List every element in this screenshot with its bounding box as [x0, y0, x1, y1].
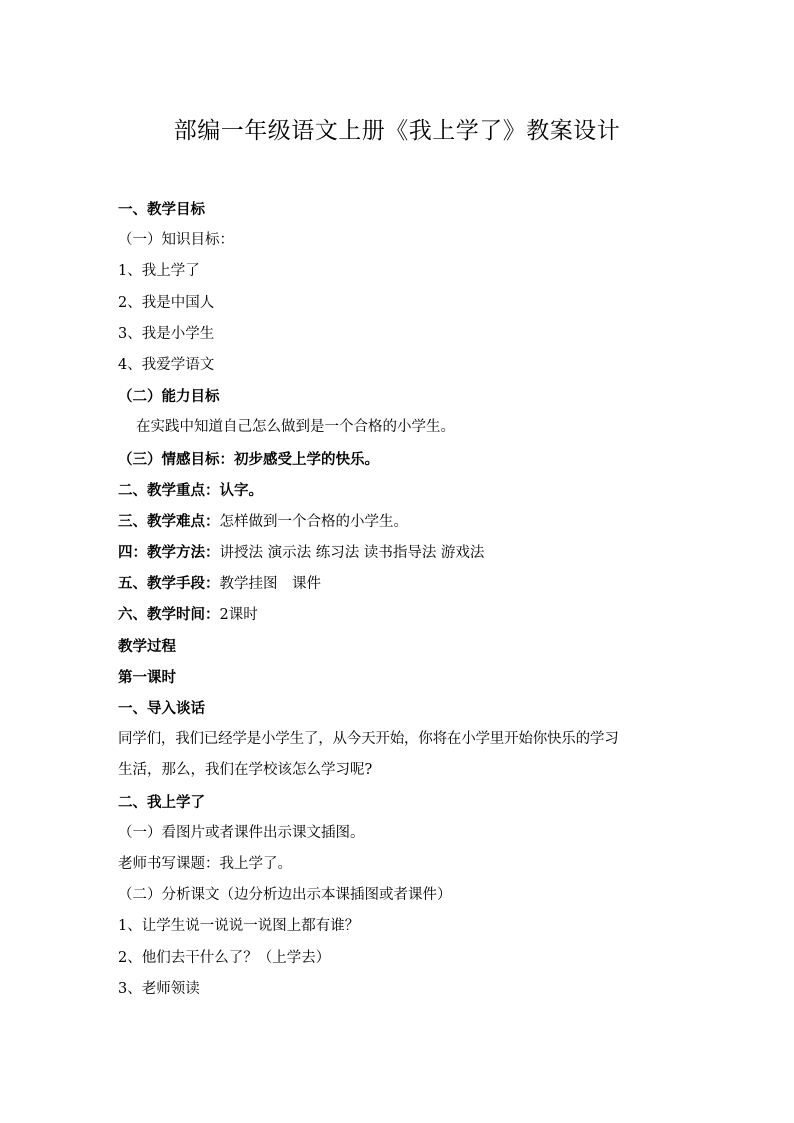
line-value: 怎样做到一个合格的小学生。	[219, 513, 408, 530]
list-item: 2、我是中国人	[118, 294, 215, 311]
paragraph: （二）分析课文（边分析边出示本课插图或者课件）	[118, 887, 452, 904]
line-label: 二、教学重点：	[118, 481, 220, 499]
section-heading: 一、教学目标	[118, 201, 205, 218]
section-heading: 教学过程	[118, 637, 176, 655]
list-item: 3、老师领读	[118, 980, 200, 997]
list-item: 4、我爱学语文	[118, 356, 215, 373]
paragraph: 同学们，我们已经学是小学生了，从今天开始，你将在小学里开始你快乐的学习	[118, 731, 619, 748]
paragraph: （一）看图片或者课件出示课文插图。	[118, 824, 365, 841]
list-item: 3、我是小学生	[118, 325, 215, 342]
line-label: 六、教学时间：	[118, 606, 220, 624]
subsection-heading: （一）知识目标：	[118, 232, 234, 249]
time-line	[118, 599, 678, 630]
line-value: 认字。	[219, 481, 263, 499]
document-body	[118, 194, 678, 1005]
list-item: 1、让学生说一说说一说图上都有谁？	[118, 918, 360, 935]
list-item: 1、我上学了	[118, 263, 200, 280]
means-line	[118, 568, 678, 599]
paragraph: 老师书写课题：我上学了。	[118, 855, 292, 872]
subsection-heading: （三）情感目标：初步感受上学的快乐。	[118, 450, 379, 468]
subsection-heading: （二）能力目标	[118, 388, 220, 406]
line-value: 教学挂图 课件	[219, 576, 321, 593]
line-label: 四：教学方法：	[118, 544, 220, 562]
section-heading: 一、导入谈话	[118, 700, 205, 717]
list-item: 2、他们去干什么了？（上学去）	[118, 949, 331, 966]
line-value: 2课时	[219, 607, 258, 624]
line-value: 讲授法 演示法 练习法 读书指导法 游戏法	[219, 545, 485, 562]
difficulty-line	[118, 506, 678, 537]
section-heading: 二、我上学了	[118, 793, 205, 811]
key-point-line	[118, 475, 678, 506]
method-line	[118, 537, 678, 568]
line-label: 三、教学难点：	[118, 512, 220, 530]
paragraph: 生活，那么，我们在学校该怎么学习呢?	[118, 762, 373, 779]
paragraph: 在实践中知道自己怎么做到是一个合格的小学生。	[136, 419, 455, 436]
document-title: 部编一年级语文上册《我上学了》教案设计	[173, 118, 621, 144]
section-heading: 第一课时	[118, 668, 176, 686]
line-label: 五、教学手段：	[118, 575, 220, 593]
